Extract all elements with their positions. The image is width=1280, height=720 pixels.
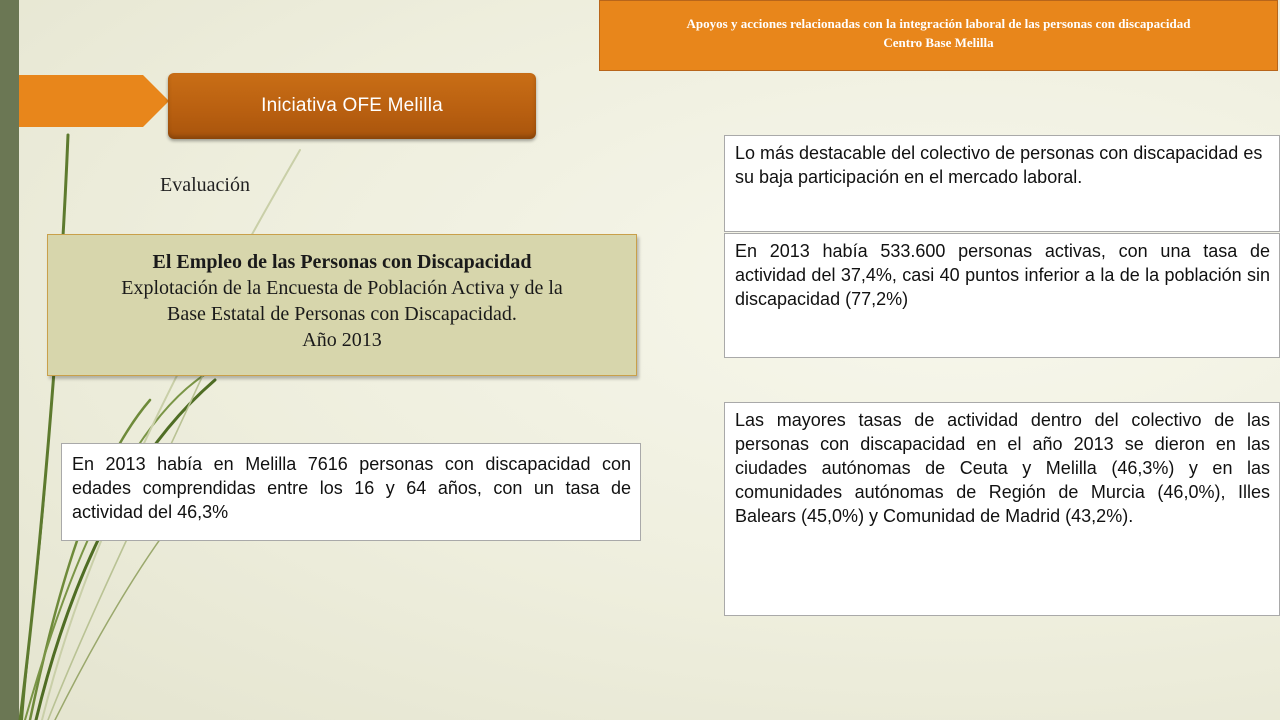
regions-text-box: Las mayores tasas de actividad dentro del colectivo de las personas con discapacidad en el año 2013 se dieron en las ciudades autónomas de Ceuta y Melilla (46,3%) y en las comunidades autónomas de Región de Murcia (46,0%), Illes Balears (45,0%) y Comunidad de Madrid (43,2%).: [724, 402, 1280, 616]
arrow-bar-decoration: [19, 75, 169, 127]
source-box: [47, 234, 637, 376]
highlight-text-box: Lo más destacable del colectivo de personas con discapacidad es su baja participación en el mercado laboral.: [724, 135, 1280, 232]
activity-text-box: En 2013 había 533.600 personas activas, con una tasa de actividad del 37,4%, casi 40 puntos inferior a la de la población sin discapacidad (77,2%): [724, 233, 1280, 358]
source-line: Base Estatal de Personas con Discapacidad.: [167, 303, 517, 325]
source-title: El Empleo de las Personas con Discapacidad: [152, 251, 532, 273]
header-title: Apoyos y acciones relacionadas con la integración laboral de las personas con discapacidad: [686, 15, 1191, 31]
header-subtitle: Centro Base Melilla: [883, 34, 994, 50]
header-banner: [599, 0, 1278, 71]
initiative-tab: Iniciativa OFE Melilla: [168, 73, 536, 139]
source-line: Explotación de la Encuesta de Población Activa y de la: [121, 277, 563, 299]
section-label: Evaluación: [160, 174, 250, 196]
source-year: Año 2013: [302, 329, 382, 351]
melilla-text-box: En 2013 había en Melilla 7616 personas con discapacidad con edades comprendidas entre los 16 y 64 años, con un tasa de actividad del 46,3%: [61, 443, 641, 541]
